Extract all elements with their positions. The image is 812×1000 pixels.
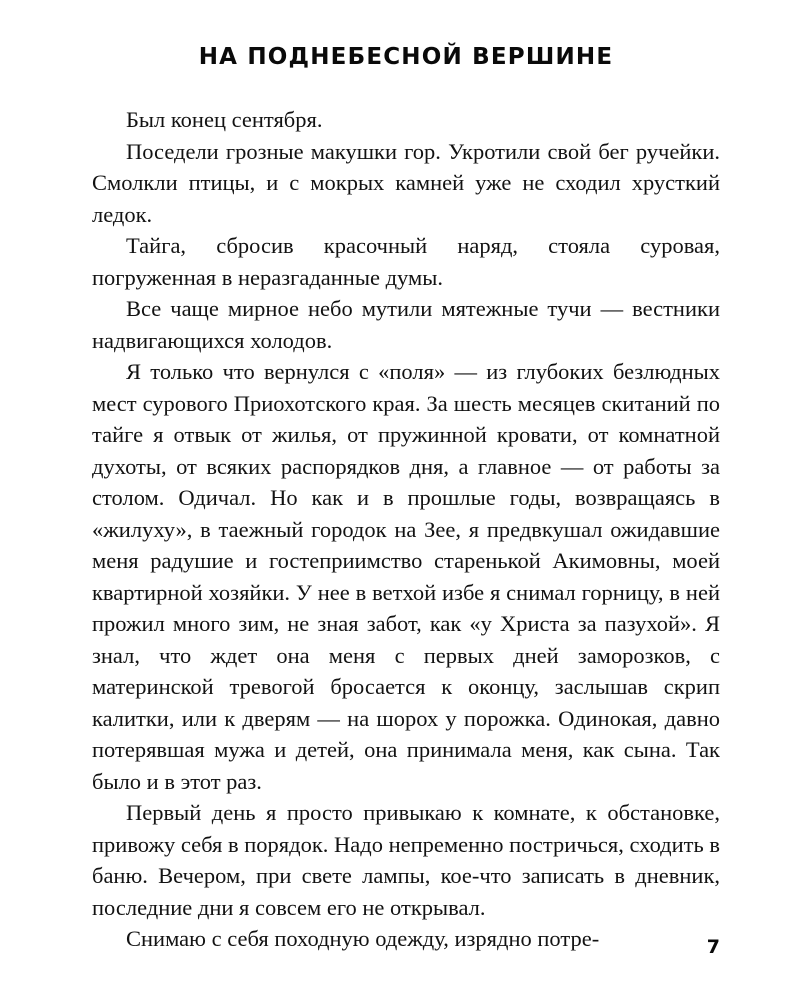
paragraph: Тайга, сбросив красочный наряд, стояла суровая, погруженная в неразгаданные думы. — [92, 233, 720, 290]
paragraph: Был конец сентября. — [126, 107, 323, 132]
paragraph: Все чаще мирное небо мутили мятежные тучи — вестники надвигающихся холодов. — [92, 296, 720, 353]
paragraph: Снимаю с себя походную одежду, изрядно потре- — [126, 926, 600, 951]
paragraph: Поседели грозные макушки гор. Укротили свой бег ручейки. Смолкли птицы, и с мокрых камней уже не сходил хрусткий ледок. — [92, 138, 720, 227]
paragraph: Первый день я просто привыкаю к комнате, к обстановке, привожу себя в порядок. Надо непременно постричься, сходить в баню. Вечером, при свете лампы, кое-что записать в дневник, последние дни я совсем его не открывал. — [92, 800, 721, 920]
page-number: 7 — [706, 936, 720, 958]
body-text — [0, 70, 812, 955]
chapter-title: НА ПОДНЕБЕСНОЙ ВЕРШИНЕ — [198, 44, 614, 70]
paragraph: Я только что вернулся с «поля» — из глубоких безлюдных мест сурового Приохотского края. За шесть месяцев скитаний по тайге я отвык от жилья, от пружинной кровати, от комнатной духоты, от всяких распорядков дня, а главное — от работы за столом. Одичал. Но как и в прошлые годы, возвращаясь в «жилуху», в таежный городок на Зее, я предвкушал ожидавшие меня радушие и гостеприимство старенькой Акимовны, моей квартирной хозяйки. У нее в ветхой избе я снимал горницу, в ней прожил много зим, не зная забот, как «у Христа за пазухой». Я знал, что ждет она меня с первых дней заморозков, с материнской тревогой бросается к оконцу, заслышав скрип калитки, или к дверям — на шорох у порожка. Одинокая, давно потерявшая мужа и детей, она принимала меня, как сына. Так было и в этот раз. — [92, 359, 720, 794]
